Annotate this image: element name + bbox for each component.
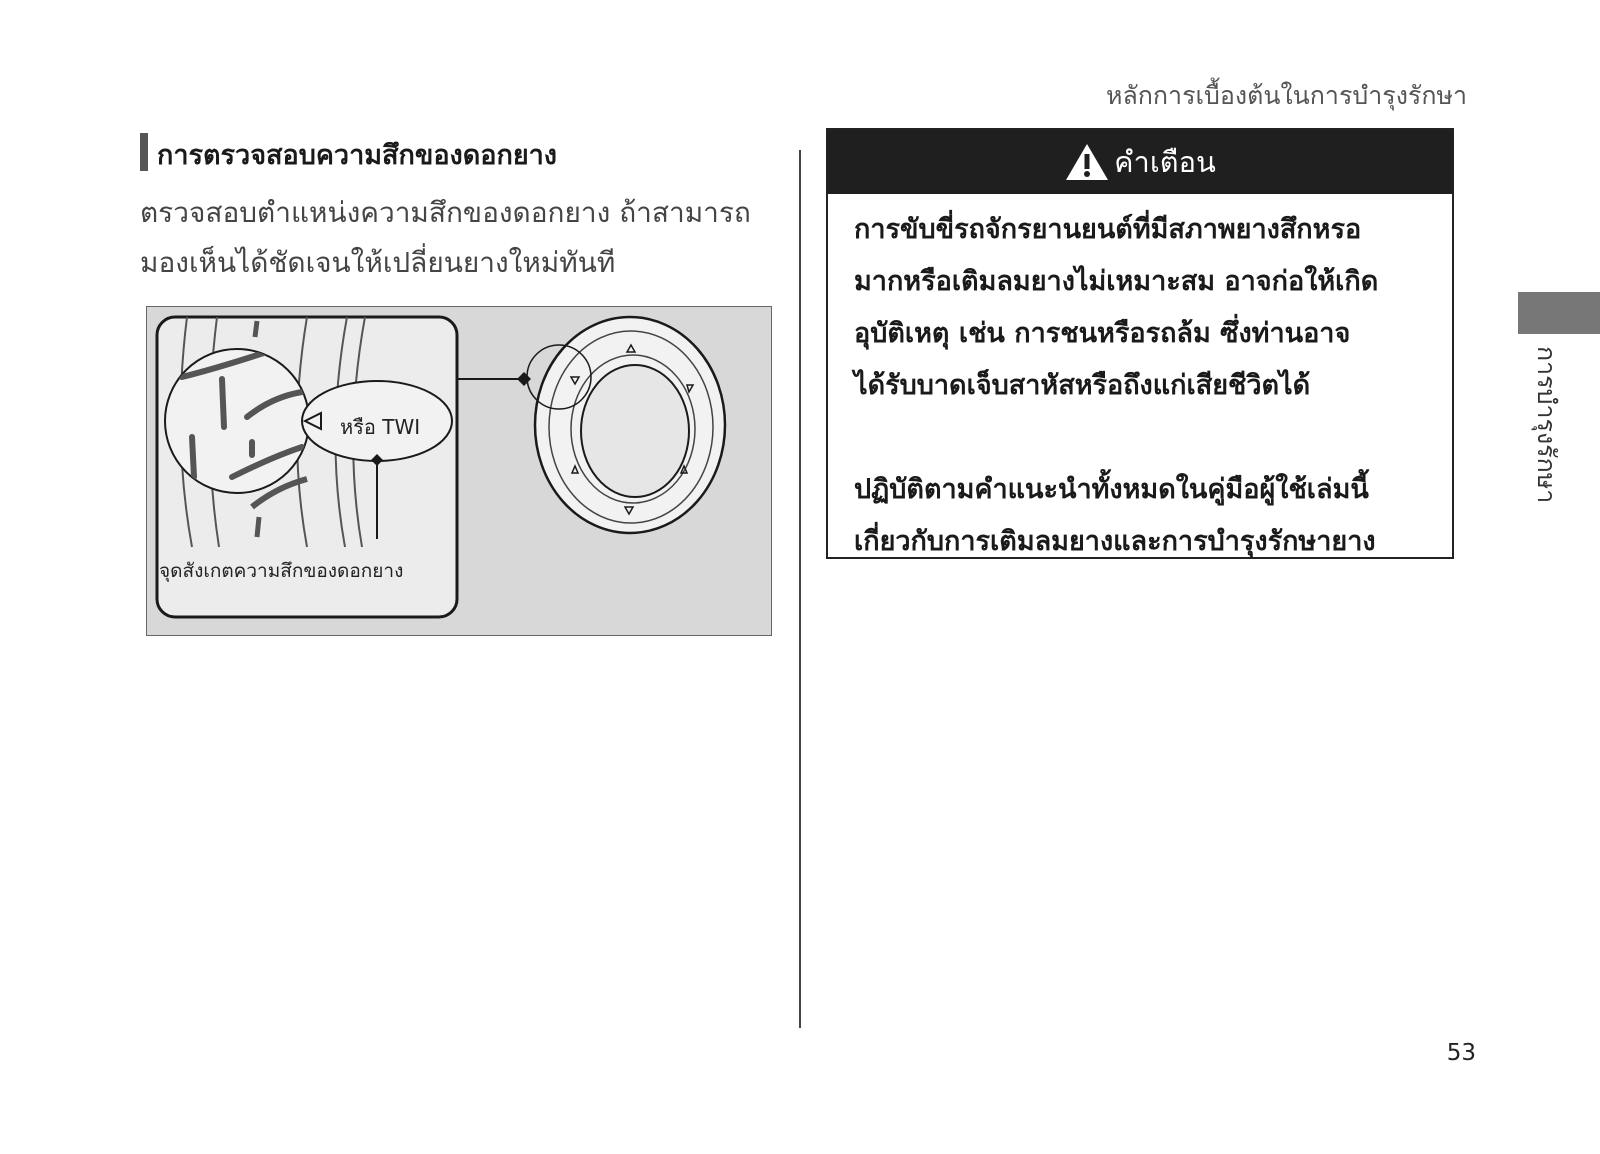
tire-wear-figure (146, 306, 772, 636)
warning-header (828, 130, 1452, 194)
paragraph-gap (854, 412, 1432, 464)
section-title: การตรวจสอบความสึกของดอกยาง (157, 140, 557, 171)
running-head: หลักการเบื้องต้นในการบำรุงรักษา (1105, 81, 1467, 110)
warning-body (828, 194, 1452, 568)
twi-label: หรือ TWI (340, 415, 421, 439)
side-tab-label: การบำรุงรักษา (1532, 346, 1561, 504)
warning-title: คำเตือน (1114, 145, 1216, 179)
warning-line: อุบัติเหตุ เช่น การชนหรือรถล้ม ซึ่งท่านอาจ (854, 318, 1351, 349)
side-tab (1518, 292, 1600, 334)
tire-rim (581, 365, 689, 497)
warning-paragraph (854, 464, 1432, 568)
warning-line: ได้รับบาดเจ็บสาหัสหรือถึงแก่เสียชีวิตได้ (854, 370, 1311, 401)
warning-line: เกี่ยวกับการเติมลมยางและการบำรุงรักษายาง (854, 526, 1376, 557)
callout-label: จุดสังเกตความสึกของดอกยาง (159, 560, 404, 582)
warning-line: มากหรือเติมลมยางไม่เหมาะสม อาจก่อให้เกิด (854, 266, 1379, 297)
warning-line: ปฏิบัติตามคำแนะนำทั้งหมดในคู่มือผู้ใช้เล่มนี้ (854, 474, 1369, 505)
body-text (140, 188, 790, 288)
page-number: 53 (1446, 1040, 1476, 1066)
warning-paragraph (854, 204, 1432, 412)
column-divider (799, 150, 801, 1028)
warning-triangle-icon (1064, 142, 1110, 182)
tire-illustration (147, 307, 773, 637)
warning-line: การขับขี่รถจักรยานยนต์ที่มีสภาพยางสึกหรอ (854, 214, 1362, 245)
body-line: ตรวจสอบตำแหน่งความสึกของดอกยาง ถ้าสามารถ (140, 196, 751, 229)
body-line: มองเห็นได้ชัดเจนให้เปลี่ยนยางใหม่ทันที (140, 246, 616, 279)
section-marker (140, 133, 148, 171)
warning-box (826, 128, 1454, 559)
